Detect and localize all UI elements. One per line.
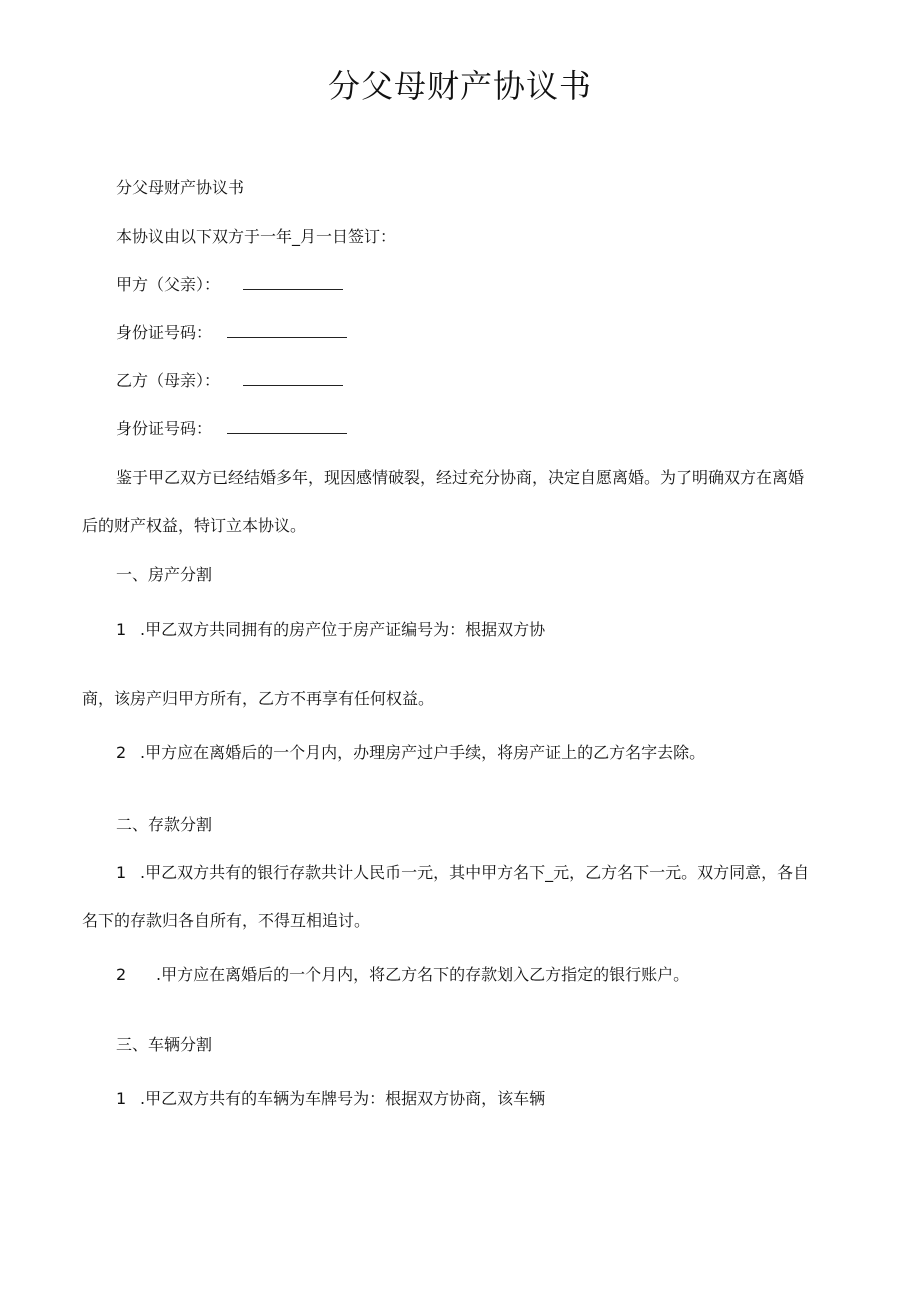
deposits-item-2: [116, 964, 689, 986]
vehicles-item-1: [116, 1088, 545, 1110]
property-item-1: [116, 619, 545, 641]
item-text: .甲乙双方共同拥有的房产位于房产证编号为：根据双方协: [140, 620, 546, 639]
party-a-label: 甲方（父亲）：: [116, 275, 221, 294]
party-b-id-blank[interactable]: [227, 419, 347, 434]
section-heading-deposits: 二、存款分割: [116, 815, 213, 834]
document-subtitle: 分父母财产协议书: [116, 178, 245, 197]
party-b-label: 乙方（母亲）：: [116, 371, 221, 390]
item-number: 1: [116, 620, 127, 639]
party-a-row: [116, 274, 343, 296]
party-b-row: [116, 370, 343, 392]
section-heading-vehicles: 三、车辆分割: [116, 1035, 213, 1054]
item-number: 2: [116, 743, 127, 762]
deposits-item-1-continuation: 名下的存款归各自所有，不得互相追讨。: [82, 911, 371, 930]
party-a-id-blank[interactable]: [227, 323, 347, 338]
item-number: 1: [116, 1089, 127, 1108]
preamble-line-2: 后的财产权益，特订立本协议。: [82, 516, 307, 535]
party-b-id-row: [116, 418, 347, 440]
section-heading-property: 一、房产分割: [116, 565, 213, 584]
agreement-intro: 本协议由以下双方于一年_月一日签订：: [116, 227, 397, 246]
item-number: 2: [116, 965, 127, 984]
item-text: .甲乙双方共有的银行存款共计人民币一元，其中甲方名下_元，乙方名下一元。双方同意，各自: [140, 863, 810, 882]
property-item-1-continuation: 商，该房产归甲方所有，乙方不再享有任何权益。: [82, 689, 435, 708]
party-b-id-label: 身份证号码：: [116, 419, 213, 438]
party-b-blank[interactable]: [243, 371, 343, 386]
item-text: .甲乙双方共有的车辆为车牌号为：根据双方协商，该车辆: [140, 1089, 546, 1108]
party-a-id-label: 身份证号码：: [116, 323, 213, 342]
item-number: 1: [116, 863, 127, 882]
property-item-2: [116, 742, 705, 764]
party-a-blank[interactable]: [243, 275, 343, 290]
deposits-item-1: [116, 862, 809, 884]
item-text: .甲方应在离婚后的一个月内，将乙方名下的存款划入乙方指定的银行账户。: [156, 965, 690, 984]
document-title: 分父母财产协议书: [327, 67, 592, 105]
item-text: .甲方应在离婚后的一个月内，办理房产过户手续，将房产证上的乙方名字去除。: [140, 743, 706, 762]
preamble-line-1: 鉴于甲乙双方已经结婚多年，现因感情破裂，经过充分协商，决定自愿离婚。为了明确双方在离婚: [116, 468, 805, 487]
party-a-id-row: [116, 322, 347, 344]
